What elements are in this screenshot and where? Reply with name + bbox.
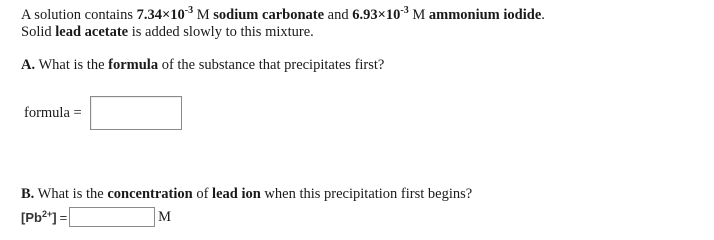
formula-answer-row [24,94,182,132]
compound-1: sodium carbonate [213,7,325,23]
question-b-emphasis-concentration: concentration [107,186,193,202]
concentration-1: $7.34\times 10^{-3}$ [136,5,194,23]
formula-field-label: formula = [24,104,82,121]
problem-statement-line-2: Solid lead acetate is added slowly to this mixture. [21,24,314,40]
question-a-emphasis: formula [108,57,159,73]
question-b-label: B. [21,186,35,202]
lead-ion-concentration-label: $[Pb^{2+}]$ [21,208,57,225]
question-b-emphasis-lead-ion: lead ion [212,186,261,202]
equals-sign: = [59,209,68,225]
statement-text: and [324,7,353,23]
formula-input[interactable] [90,96,182,130]
unit-text: M [408,7,429,23]
question-b: B. What is the concentration of lead ion when this precipitation first begins? [21,186,473,202]
concentration-unit: M [158,208,172,225]
question-a-label: A. [21,57,36,73]
compound-2: ammonium iodide [428,7,542,23]
concentration-input[interactable] [69,207,155,227]
problem-statement-line-1: A solution contains $7.34\times 10^{-3}$ M sodium carbonate and $6.93\times 10^{-3}$ M ammonium iodide. [21,5,545,23]
statement-text: A solution contains [21,7,137,23]
concentration-answer-row [21,206,171,228]
question-a: A. What is the formula of the substance that precipitates first? [21,57,385,73]
reagent-name: lead acetate [55,24,129,40]
unit-text: M [193,7,214,23]
concentration-2: $6.93\times 10^{-3}$ [352,5,409,23]
